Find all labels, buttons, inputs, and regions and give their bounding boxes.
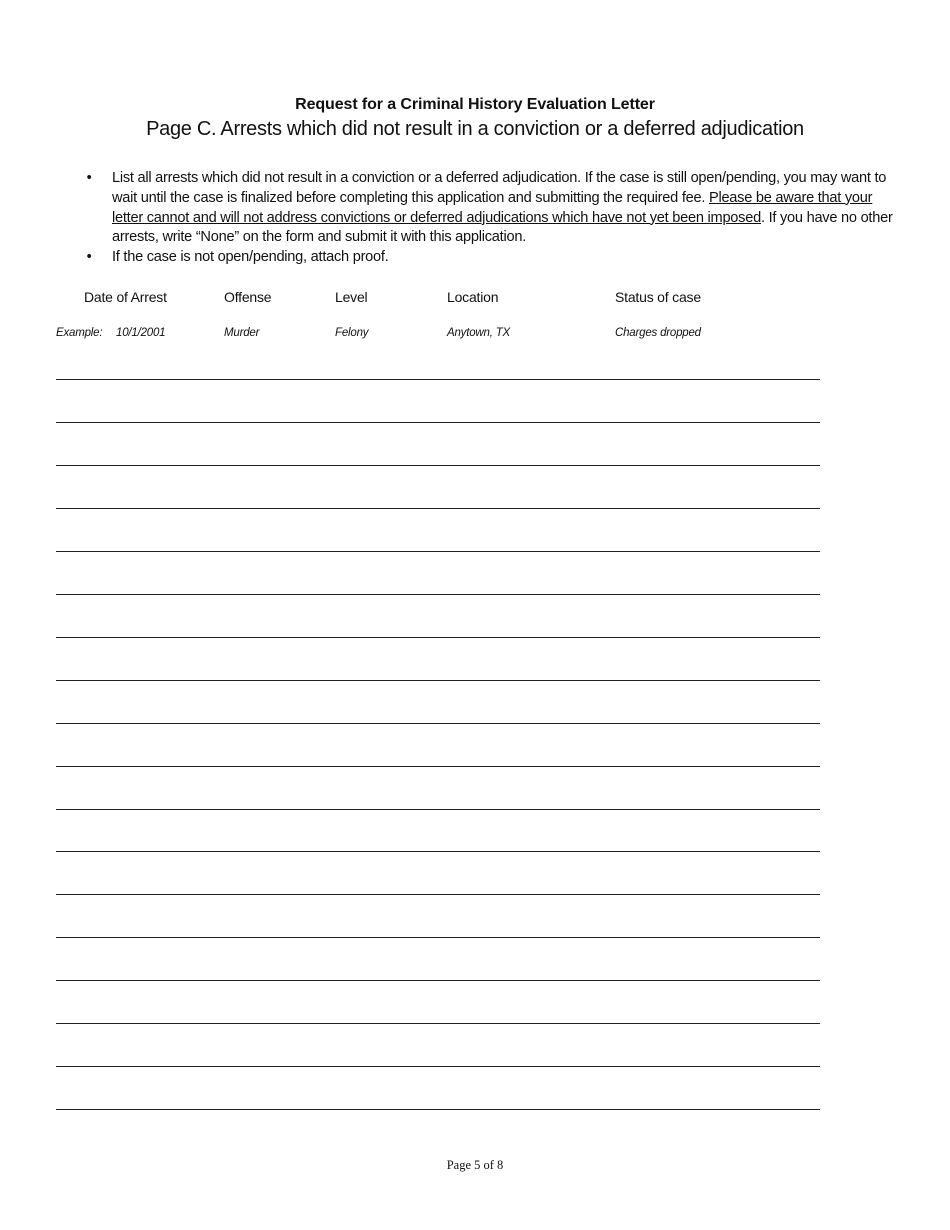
entry-line[interactable] [56,637,820,638]
entry-line[interactable] [56,937,820,938]
document-title: Request for a Criminal History Evaluation Letter [295,96,655,113]
instruction-text: List all arrests which did not result in a conviction or a deferred adjudication. If the case is still open/pending, you may want to wait until the case is finalized before completing this application and submitting the required fee. [112,170,887,206]
entry-line[interactable] [56,809,820,810]
entry-line[interactable] [56,680,820,681]
example-label: Example: [56,327,103,339]
entry-line[interactable] [56,422,820,423]
page-number: Page 5 of 8 [446,1158,504,1172]
entry-line[interactable] [56,1023,820,1024]
entry-line[interactable] [56,851,820,852]
entry-lines [56,0,820,1230]
bullet-icon: • [86,170,92,186]
instruction-text: If the case is not open/pending, attach proof. [112,249,389,266]
entry-line[interactable] [56,894,820,895]
entry-line[interactable] [56,551,820,552]
entry-line[interactable] [56,980,820,981]
entry-line[interactable] [56,1109,820,1110]
column-header-status: Status of case [615,289,701,305]
entry-line[interactable] [56,508,820,509]
column-header-level: Level [335,289,368,305]
example-date: 10/1/2001 [116,327,166,339]
column-header-date: Date of Arrest [84,289,167,305]
entry-line[interactable] [56,465,820,466]
entry-line[interactable] [56,379,820,380]
column-header-offense: Offense [224,289,272,305]
column-header-location: Location [447,289,499,305]
entry-line[interactable] [56,723,820,724]
document-subtitle: Page C. Arrests which did not result in a conviction or a deferred adjudication [146,118,804,140]
entry-line[interactable] [56,766,820,767]
example-location: Anytown, TX [447,327,510,339]
instruction-text-end: . If you have no other arrests, write “None” on the form and submit it with this application. [112,209,893,246]
entry-line[interactable] [56,1066,820,1067]
example-status: Charges dropped [615,327,701,339]
bullet-icon: • [86,249,92,266]
instruction-warning: Please be aware that your letter cannot and will not address convictions or deferred adjudications which have not yet been imposed [112,189,873,226]
example-level: Felony [335,327,369,339]
entry-line[interactable] [56,594,820,595]
example-offense: Murder [224,327,260,339]
